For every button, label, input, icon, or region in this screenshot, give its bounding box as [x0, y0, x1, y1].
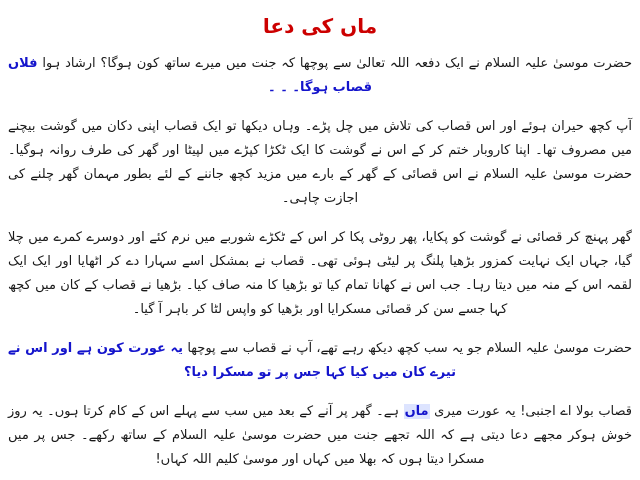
paragraph [8, 400, 632, 472]
paragraph [8, 115, 632, 211]
page-title: ماں کی دعا [262, 14, 378, 38]
paragraph [8, 337, 632, 385]
paragraph [8, 52, 632, 100]
text-segment: حضرت موسیٰ علیہ السلام جو یہ سب کچھ دیکھ رہے تھے، آپ نے قصاب سے پوچھا [183, 341, 632, 356]
text-segment: گھر پہنچ کر قصائی نے گوشت کو پکایا، پھر روٹی پکا کر اس کے ٹکڑے شوربے میں نرم کئے اور دوسرے کمرے میں چلا گیا، جہاں ایک نہایت کمزور بڑھیا پلنگ پر لیٹی ہوئی تھی۔ قصاب نے بمشکل اسے سہارا دے کر اٹھایا اور ایک ایک لقمہ اس کے منہ میں دیتا رہا۔ جب اس نے کھانا تمام کیا تو بڑھیا کا منہ صاف کیا۔ بڑھیا نے قصاب کے کان میں کچھ کہا جسے سن کر قصائی مسکرایا اور بڑھیا کو واپس لٹا کر باہر آ گیا۔ [8, 230, 632, 317]
emphasis-segment: یہ عورت کون ہے اور اس نے تیرے کان میں کیا کہا جس پر تو مسکرا دیا؟ [8, 341, 457, 380]
paragraph [8, 226, 632, 322]
text-segment: قصاب بولا اے اجنبی! یہ عورت میری [429, 404, 632, 419]
text-segment: ہے۔ گھر پر آنے کے بعد میں سب سے پہلے اس کے کام کرتا ہوں۔ یہ روز خوش ہوکر مجھے دعا دیتی ہے کہ اللہ تجھے جنت میں حضرت موسیٰ علیہ السلام کے ساتھ رکھے۔ جس پر میں مسکرا دیتا ہوں کہ بھلا میں کہاں اور موسیٰ کلیم اللہ کہاں! [8, 404, 632, 467]
text-segment: حضرت موسیٰ علیہ السلام نے ایک دفعہ اللہ تعالیٰ سے پوچھا کہ جنت میں میرے ساتھ کون ہوگا؟ ارشاد ہوا [37, 56, 632, 71]
text-segment: آپ کچھ حیران ہوئے اور اس قصاب کی تلاش میں چل پڑے۔ وہاں دیکھا تو ایک قصاب اپنی دکان میں گوشت بیچنے میں مصروف تھا۔ اپنا کاروبار ختم کر کے اس نے گوشت کا ایک ٹکڑا کپڑے میں لپیٹا اور گھر کی طرف روانہ ہوگیا۔ حضرت موسیٰ علیہ السلام نے اس قصائی کے گھر کے بارے میں مزید کچھ جاننے کے لئے بطور مہمان گھر چلنے کی اجازت چاہی۔ [8, 119, 632, 206]
emphasis-segment: ماں [404, 404, 429, 419]
document-body [8, 52, 632, 472]
emphasis-segment: فلاں قصاب ہوگا۔ ۔ ۔ [8, 56, 372, 95]
